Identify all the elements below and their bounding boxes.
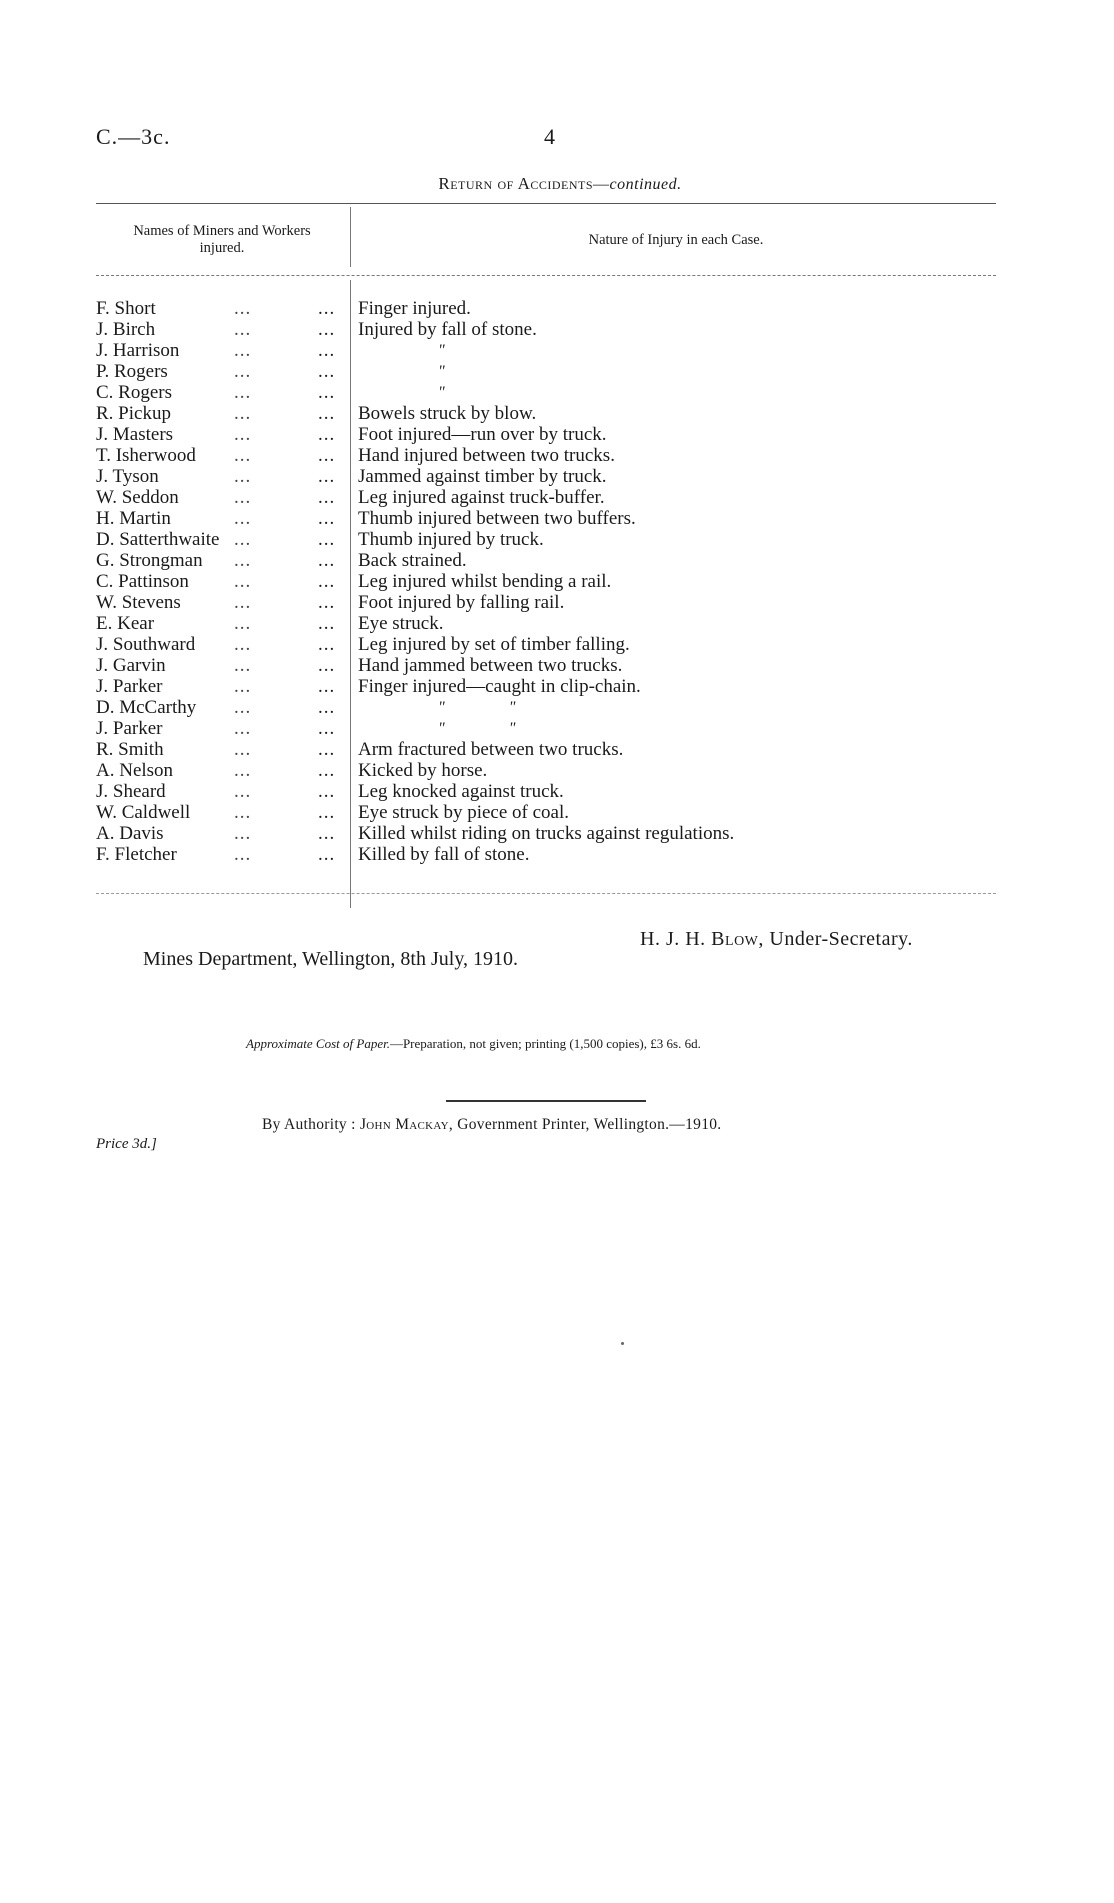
table-row <box>96 319 996 340</box>
leader-dots: ... <box>318 403 336 424</box>
leader-dots: ... <box>318 676 336 697</box>
leader-dots: ... <box>318 340 336 361</box>
injury-description: Thumb injured between two buffers. <box>358 508 636 529</box>
page-number: 4 <box>544 124 555 149</box>
injury-description: Foot injured by falling rail. <box>358 592 565 613</box>
miner-name: W. Seddon <box>96 487 179 508</box>
leader-dots: ... <box>234 760 252 781</box>
table-row <box>96 613 996 634</box>
leader-dots: ... <box>234 487 252 508</box>
injury-description: Arm fractured between two trucks. <box>358 739 624 760</box>
table-row <box>96 382 996 403</box>
price: Price 3d.] <box>96 1136 157 1152</box>
miner-name: T. Isherwood <box>96 445 196 466</box>
miner-name: F. Fletcher <box>96 844 177 865</box>
table-top-rule <box>96 203 996 204</box>
leader-dots: ... <box>318 487 336 508</box>
table-row <box>96 781 996 802</box>
table-row <box>96 340 996 361</box>
table-title-dash: — <box>593 176 610 193</box>
miner-name: A. Nelson <box>96 760 174 781</box>
miner-name: J. Masters <box>96 424 174 445</box>
injury-description: Finger injured—caught in clip-chain. <box>358 676 641 697</box>
injury-description: Leg injured against truck-buffer. <box>358 487 605 508</box>
injury-description: " " <box>438 720 516 737</box>
miner-name: J. Parker <box>96 718 163 739</box>
leader-dots: ... <box>234 445 252 466</box>
leader-dots: ... <box>234 823 252 844</box>
column-header-names-line2: injured. <box>199 240 245 256</box>
injury-description: Eye struck. <box>358 613 444 634</box>
injury-description: Leg injured whilst bending a rail. <box>358 571 612 592</box>
imprint-suffix: , Government Printer, Wellington.—1910. <box>448 1116 722 1133</box>
accident-table-body <box>96 298 996 865</box>
imprint-prefix: By Authority : <box>262 1116 360 1133</box>
miner-name: D. Satterthwaite <box>96 529 220 550</box>
leader-dots: ... <box>318 613 336 634</box>
leader-dots: ... <box>318 592 336 613</box>
table-row <box>96 550 996 571</box>
table-row <box>96 529 996 550</box>
leader-dots: ... <box>318 781 336 802</box>
miner-name: D. McCarthy <box>96 697 197 718</box>
dateline: Mines Department, Wellington, 8th July, 1910. <box>143 948 519 970</box>
leader-dots: ... <box>318 466 336 487</box>
leader-dots: ... <box>318 529 336 550</box>
miner-name: J. Harrison <box>96 340 180 361</box>
leader-dots: ... <box>234 613 252 634</box>
leader-dots: ... <box>234 298 252 319</box>
miner-name: C. Rogers <box>96 382 172 403</box>
leader-dots: ... <box>318 760 336 781</box>
injury-description: Thumb injured by truck. <box>358 529 544 550</box>
leader-dots: ... <box>234 655 252 676</box>
table-row <box>96 844 996 865</box>
leader-dots: ... <box>234 571 252 592</box>
table-title-continued: continued. <box>609 176 682 193</box>
injury-description: Injured by fall of stone. <box>358 319 537 340</box>
leader-dots: ... <box>234 802 252 823</box>
table-row <box>96 445 996 466</box>
injury-description: Leg knocked against truck. <box>358 781 564 802</box>
table-header-rule <box>96 275 996 276</box>
table-row <box>96 298 996 319</box>
page-reference: C.—3c. <box>96 124 171 149</box>
injury-description: Hand jammed between two trucks. <box>358 655 623 676</box>
injury-description: Foot injured—run over by truck. <box>358 424 607 445</box>
cost-text: —Preparation, not given; printing (1,500 copies), £3 6s. 6d. <box>389 1036 701 1051</box>
header-column-divider <box>350 207 351 267</box>
printer-imprint <box>262 1116 721 1134</box>
separator-rule <box>446 1100 646 1102</box>
injury-description: Killed by fall of stone. <box>358 844 530 865</box>
miner-name: P. Rogers <box>96 361 168 382</box>
table-row <box>96 823 996 844</box>
column-header-names-line1: Names of Miners and Workers <box>133 223 311 239</box>
injury-description: " " <box>438 699 516 716</box>
miner-name: F. Short <box>96 298 156 319</box>
leader-dots: ... <box>234 403 252 424</box>
injury-description: Back strained. <box>358 550 467 571</box>
leader-dots: ... <box>318 445 336 466</box>
leader-dots: ... <box>318 697 336 718</box>
table-row <box>96 802 996 823</box>
leader-dots: ... <box>234 382 252 403</box>
column-header-names <box>96 223 348 257</box>
leader-dots: ... <box>318 655 336 676</box>
leader-dots: ... <box>234 340 252 361</box>
miner-name: A. Davis <box>96 823 164 844</box>
leader-dots: ... <box>234 739 252 760</box>
leader-dots: ... <box>318 508 336 529</box>
miner-name: R. Pickup <box>96 403 171 424</box>
leader-dots: ... <box>234 781 252 802</box>
leader-dots: ... <box>234 424 252 445</box>
injury-description: Kicked by horse. <box>358 760 488 781</box>
leader-dots: ... <box>318 424 336 445</box>
table-row <box>96 718 996 739</box>
leader-dots: ... <box>318 844 336 865</box>
table-title-main: Return of Accidents <box>438 174 594 193</box>
leader-dots: ... <box>318 571 336 592</box>
table-row <box>96 697 996 718</box>
miner-name: W. Stevens <box>96 592 181 613</box>
injury-description: Bowels struck by blow. <box>358 403 537 424</box>
miner-name: E. Kear <box>96 613 155 634</box>
leader-dots: ... <box>318 802 336 823</box>
injury-description: Jammed against timber by truck. <box>358 466 607 487</box>
leader-dots: ... <box>234 676 252 697</box>
leader-dots: ... <box>234 319 252 340</box>
injury-description: Finger injured. <box>358 298 471 319</box>
table-row <box>96 655 996 676</box>
leader-dots: ... <box>234 361 252 382</box>
table-row <box>96 424 996 445</box>
table-row <box>96 487 996 508</box>
leader-dots: ... <box>234 529 252 550</box>
leader-dots: ... <box>318 634 336 655</box>
signature-title: , Under-Secretary. <box>758 928 913 950</box>
leader-dots: ... <box>318 739 336 760</box>
table-row <box>96 403 996 424</box>
leader-dots: ... <box>318 361 336 382</box>
cost-label: Approximate Cost of Paper. <box>246 1036 390 1051</box>
table-row <box>96 634 996 655</box>
signature-initials: H. J. H. <box>640 928 712 950</box>
table-row <box>96 676 996 697</box>
table-row <box>96 361 996 382</box>
leader-dots: ... <box>234 634 252 655</box>
table-row <box>96 571 996 592</box>
column-header-nature: Nature of Injury in each Case. <box>588 232 764 248</box>
table-bottom-rule <box>96 893 996 894</box>
leader-dots: ... <box>318 823 336 844</box>
leader-dots: ... <box>234 550 252 571</box>
leader-dots: ... <box>234 697 252 718</box>
miner-name: J. Tyson <box>96 466 159 487</box>
table-row <box>96 592 996 613</box>
miner-name: J. Sheard <box>96 781 166 802</box>
injury-description: Eye struck by piece of coal. <box>358 802 570 823</box>
table-row <box>96 739 996 760</box>
leader-dots: ... <box>318 718 336 739</box>
signature-surname: Blow <box>711 928 759 950</box>
table-row <box>96 466 996 487</box>
cost-of-paper <box>246 1036 701 1052</box>
printer-name: John Mackay <box>359 1116 449 1133</box>
miner-name: J. Southward <box>96 634 196 655</box>
miner-name: G. Strongman <box>96 550 203 571</box>
injury-description: Killed whilst riding on trucks against regulations. <box>358 823 735 844</box>
leader-dots: ... <box>318 319 336 340</box>
miner-name: W. Caldwell <box>96 802 191 823</box>
injury-description: " <box>438 363 445 380</box>
scan-speck <box>621 1342 624 1345</box>
leader-dots: ... <box>234 718 252 739</box>
leader-dots: ... <box>318 550 336 571</box>
leader-dots: ... <box>234 844 252 865</box>
leader-dots: ... <box>318 298 336 319</box>
leader-dots: ... <box>234 508 252 529</box>
injury-description: Hand injured between two trucks. <box>358 445 615 466</box>
injury-description: " <box>438 384 445 401</box>
injury-description: Leg injured by set of timber falling. <box>358 634 630 655</box>
page-header <box>96 124 996 154</box>
injury-description: " <box>438 342 445 359</box>
miner-name: C. Pattinson <box>96 571 189 592</box>
table-row <box>96 508 996 529</box>
table-title <box>300 174 820 194</box>
leader-dots: ... <box>234 466 252 487</box>
miner-name: J. Parker <box>96 676 163 697</box>
miner-name: R. Smith <box>96 739 164 760</box>
miner-name: J. Birch <box>96 319 156 340</box>
leader-dots: ... <box>318 382 336 403</box>
signature <box>640 928 913 951</box>
leader-dots: ... <box>234 592 252 613</box>
table-row <box>96 760 996 781</box>
miner-name: J. Garvin <box>96 655 166 676</box>
miner-name: H. Martin <box>96 508 171 529</box>
